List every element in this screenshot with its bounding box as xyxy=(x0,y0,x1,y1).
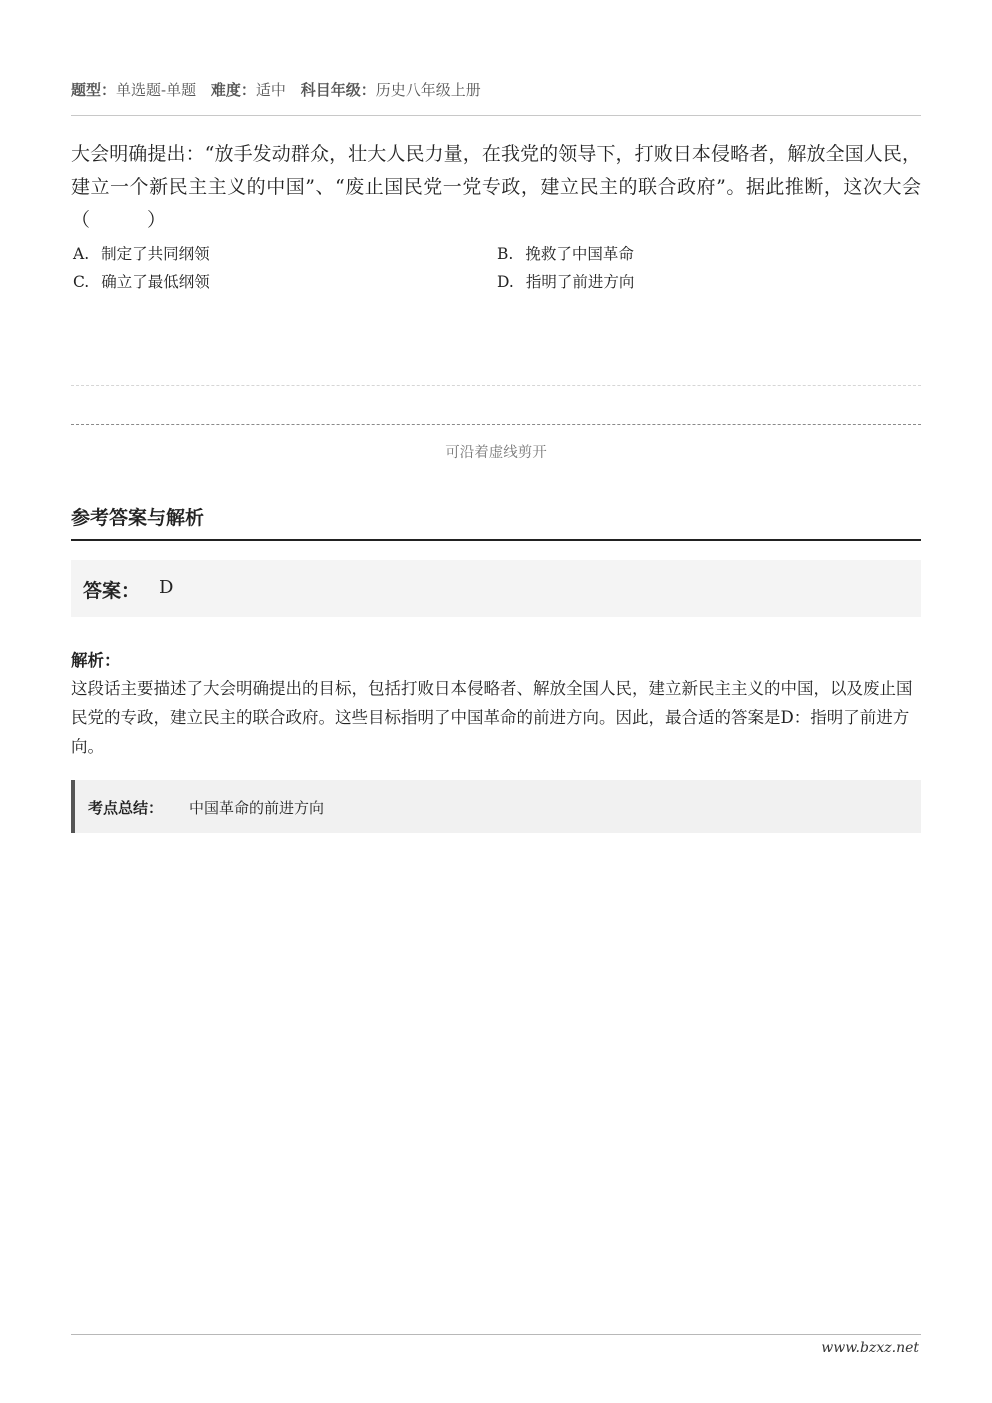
footer-url: www.bzxz.net xyxy=(821,1340,919,1356)
summary-box xyxy=(71,780,921,833)
header-divider xyxy=(71,115,921,116)
answer-label: 答案： xyxy=(83,580,141,602)
subject-value: 历史八年级上册 xyxy=(375,81,481,99)
option-letter: A. xyxy=(73,245,90,263)
subject-label: 科目年级： xyxy=(300,81,376,99)
difficulty-label: 难度： xyxy=(210,81,256,99)
option-a xyxy=(73,243,497,271)
option-letter: D. xyxy=(497,273,514,291)
answer-value: D xyxy=(159,577,174,598)
option-text: 制定了共同纲领 xyxy=(101,245,210,263)
option-text: 挽救了中国革命 xyxy=(525,245,634,263)
analysis-label: 解析： xyxy=(71,651,121,670)
option-letter: B. xyxy=(497,245,514,263)
option-c xyxy=(73,271,497,299)
cut-label: 可沿着虚线剪开 xyxy=(445,445,547,461)
options-row xyxy=(73,243,921,271)
type-label: 题型： xyxy=(71,81,117,99)
options-list xyxy=(73,243,921,299)
option-text: 指明了前进方向 xyxy=(525,273,635,291)
summary-value: 中国革命的前进方向 xyxy=(189,799,325,817)
answer-section-divider xyxy=(71,539,921,541)
question-text: 大会明确提出：“放手发动群众，壮大人民力量，在我党的领导下，打败日本侵略者，解放全国人民，建立一个新民主主义的中国”、“废止国民党一党专政，建立民主的联合政府”。据此推断，这次大会（ ） xyxy=(71,143,921,231)
cut-line xyxy=(71,424,921,425)
option-text: 确立了最低纲领 xyxy=(101,273,210,291)
options-row xyxy=(73,271,921,299)
answer-section-title: 参考答案与解析 xyxy=(71,507,205,529)
type-value: 单选题-单题 xyxy=(116,81,197,99)
summary-label: 考点总结： xyxy=(88,799,164,817)
difficulty-value: 适中 xyxy=(255,81,286,99)
dashed-divider-light xyxy=(71,385,921,386)
question-meta xyxy=(71,79,481,100)
option-b xyxy=(497,243,921,271)
document-page xyxy=(71,0,921,1403)
option-letter: C. xyxy=(73,273,90,291)
answer-box xyxy=(71,560,921,617)
option-d xyxy=(497,271,921,299)
footer-divider xyxy=(71,1334,921,1335)
analysis-text: 这段话主要描述了大会明确提出的目标，包括打败日本侵略者、解放全国人民，建立新民主主义的中国，以及废止国民党的专政，建立民主的联合政府。这些目标指明了中国革命的前进方向。因此，最合适的答案是D：指明了前进方向。 xyxy=(71,679,913,756)
